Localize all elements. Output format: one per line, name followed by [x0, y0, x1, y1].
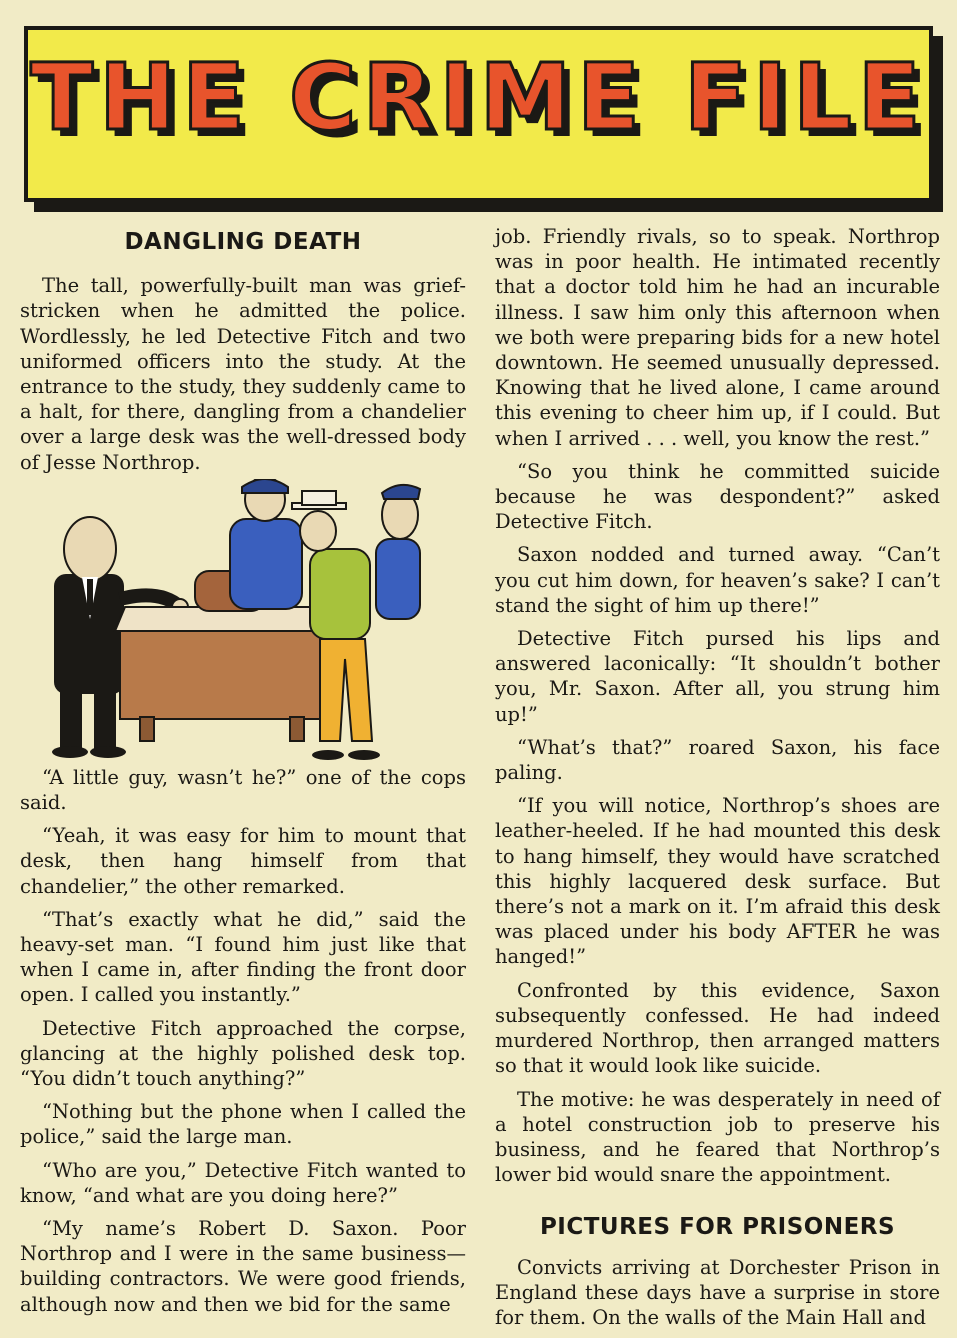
left-column [20, 224, 466, 1325]
story-paragraph: Convicts arriving at Dorchester Prison in England these days have a surprise in store for them. On the walls of the Main Hall and [495, 1255, 940, 1329]
story-paragraph: “So you think he committed suicide because he was despondent?” asked Detective Fitch. [495, 459, 940, 534]
right-column [495, 224, 940, 1338]
story-paragraph: “If you will notice, Northrop’s shoes are leather-heeled. If he had mounted this desk to hang himself, they would have scratched this highly lacquered desk surface. But there’s not a mark on it. I’m afraid this desk was placed under his body AFTER he was hanged!” [495, 794, 940, 969]
crime-scene-illustration [20, 479, 466, 761]
story-paragraph: Detective Fitch pursed his lips and answered laconically: “It shouldn’t bother you, Mr. Saxon. After all, you strung him up!” [495, 627, 940, 726]
story-paragraph: Confronted by this evidence, Saxon subsequently confessed. He had indeed murdered Northrop, then arranged matters so that it would look like suicide. [495, 978, 940, 1078]
policeman-figure [230, 479, 302, 609]
banner-title: THE CRIME FILE [30, 44, 927, 151]
story-paragraph: The tall, powerfully-built man was grief-stricken when he admitted the police. Wordlessly, he led Detective Fitch and two uniformed officers into the study. At the entrance to the study, they suddenly came to a halt, for there, dangling from a chandelier over a large desk was the well-dressed body of Jesse Northrop. [20, 274, 466, 474]
story-paragraph: “My name’s Robert D. Saxon. Poor Northrop and I were in the same business—building contractors. We were good friends, although now and then we bid for the same [20, 1217, 466, 1316]
policeman-figure [376, 485, 420, 619]
story-paragraph: “Nothing but the phone when I called the police,” said the large man. [20, 1100, 466, 1149]
story-paragraph: The motive: he was desperately in need of a hotel construction job to preserve his business, and he feared that Northrop’s lower bid would snare the appointment. [495, 1087, 940, 1187]
story-paragraph: “Yeah, it was easy for him to mount that desk, then hang himself from that chandelier,” the other remarked. [20, 824, 466, 898]
story-paragraph: job. Friendly rivals, so to speak. Northrop was in poor health. He intimated recently that a doctor told him he had an incurable illness. I saw him only this afternoon when we both were preparing bids for a new hotel downtown. He seemed unusually depressed. Knowing that he lived alone, I came around this evening to cheer him up, if I could. But when I arrived . . . well, you know the rest.” [495, 225, 940, 450]
story-paragraph: “A little guy, wasn’t he?” one of the cops said. [20, 765, 466, 815]
title-banner [24, 26, 933, 202]
story-heading-pictures-for-prisoners: PICTURES FOR PRISONERS [539, 1214, 896, 1241]
story-paragraph: “What’s that?” roared Saxon, his face paling. [495, 735, 940, 785]
story-paragraph: Detective Fitch approached the corpse, glancing at the highly polished desk top. “You didn’t touch anything?” [20, 1016, 466, 1091]
story-paragraph: “Who are you,” Detective Fitch wanted to know, “and what are you doing here?” [20, 1158, 466, 1207]
story-heading-dangling-death: DANGLING DEATH [124, 229, 362, 255]
story-paragraph: “That’s exactly what he did,” said the heavy-set man. “I found him just like that when I came in, after finding the front door open. I called you instantly.” [20, 907, 466, 1007]
story-paragraph: Saxon nodded and turned away. “Can’t you cut him down, for heaven’s sake? I can’t stand the sight of him up there!” [495, 543, 940, 617]
